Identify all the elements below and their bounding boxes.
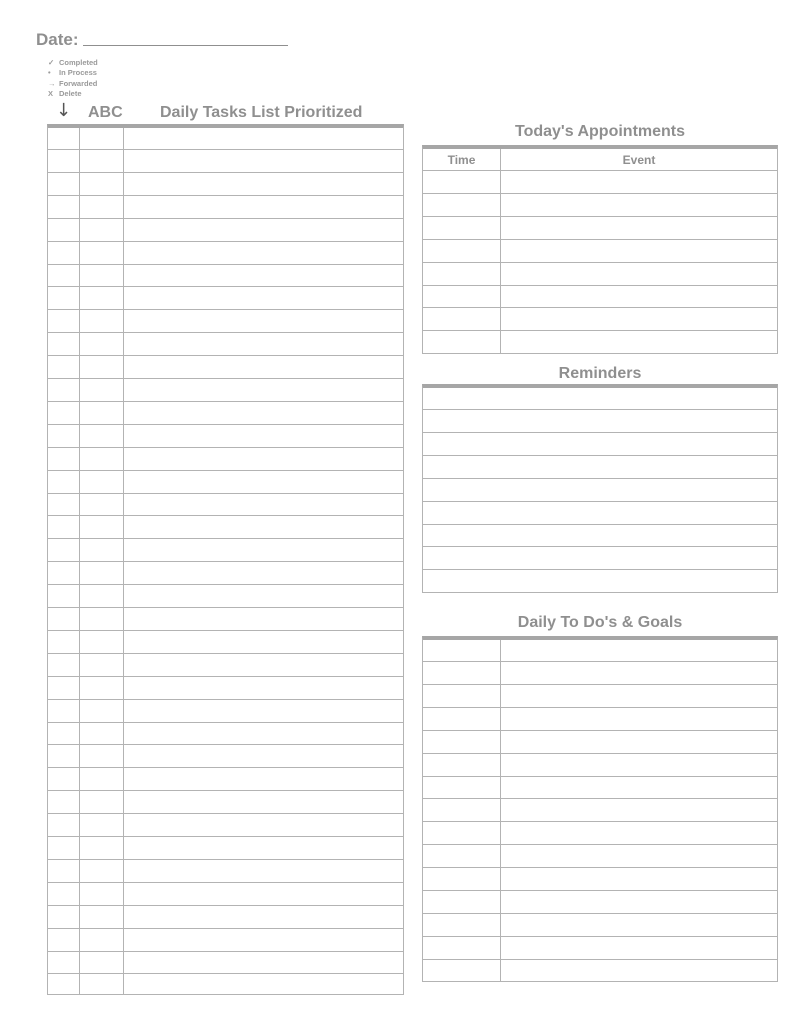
- task-row-line: [48, 195, 403, 196]
- legend-item: [48, 79, 98, 89]
- arrow-right-icon: →: [48, 78, 56, 88]
- task-row-line: [48, 470, 403, 471]
- time-header: Time: [447, 153, 476, 167]
- appointment-row-line: [423, 330, 777, 331]
- appointments-title: Today's Appointments: [514, 123, 686, 140]
- goal-row-line: [423, 936, 777, 937]
- appointment-row-line: [423, 216, 777, 217]
- goal-row-line: [423, 890, 777, 891]
- appointment-row-line: [423, 193, 777, 194]
- task-row-line: [48, 447, 403, 448]
- goal-row-line: [423, 913, 777, 914]
- appointments-col-divider: [500, 149, 501, 353]
- task-row-line: [48, 378, 403, 379]
- arrow-down-icon: ↓: [56, 100, 72, 121]
- reminder-row-line: [423, 455, 777, 456]
- task-row-line: [48, 905, 403, 906]
- goal-row-line: [423, 776, 777, 777]
- legend-label: Forwarded: [59, 78, 98, 88]
- task-row-line: [48, 401, 403, 402]
- goal-row-line: [423, 867, 777, 868]
- reminder-row-line: [423, 546, 777, 547]
- goal-row-line: [423, 661, 777, 662]
- status-legend: [48, 58, 98, 100]
- appointment-row-line: [423, 285, 777, 286]
- task-row-line: [48, 928, 403, 929]
- reminder-row-line: [423, 432, 777, 433]
- appointment-row-line: [423, 262, 777, 263]
- goals-title: Daily To Do's & Goals: [517, 614, 683, 631]
- event-header: Event: [622, 153, 656, 167]
- task-row-line: [48, 241, 403, 242]
- task-row-line: [48, 836, 403, 837]
- task-row-line: [48, 264, 403, 265]
- x-icon: X: [48, 89, 54, 99]
- legend-item: [48, 68, 98, 78]
- check-icon: ✓: [48, 58, 55, 67]
- task-row-line: [48, 744, 403, 745]
- goal-row-line: [423, 798, 777, 799]
- legend-label: In Process: [59, 68, 97, 78]
- legend-item: [48, 89, 98, 99]
- tasks-title: Daily Tasks List Prioritized: [160, 104, 363, 121]
- task-row-line: [48, 653, 403, 654]
- task-row-line: [48, 676, 403, 677]
- task-row-line: [48, 722, 403, 723]
- goals-col-divider: [500, 640, 501, 981]
- task-row-line: [48, 561, 403, 562]
- task-row-line: [48, 538, 403, 539]
- task-row-line: [48, 882, 403, 883]
- reminder-row-line: [423, 524, 777, 525]
- task-row-line: [48, 630, 403, 631]
- task-row-line: [48, 493, 403, 494]
- legend-label: Completed: [59, 58, 98, 67]
- goal-row-line: [423, 707, 777, 708]
- task-row-line: [48, 584, 403, 585]
- task-row-line: [48, 515, 403, 516]
- goal-row-line: [423, 844, 777, 845]
- tasks-table[interactable]: [47, 124, 404, 995]
- task-row-line: [48, 607, 403, 608]
- reminders-table[interactable]: [422, 384, 778, 593]
- task-row-line: [48, 218, 403, 219]
- goal-row-line: [423, 684, 777, 685]
- task-row-line: [48, 172, 403, 173]
- task-row-line: [48, 951, 403, 952]
- appointment-row-line: [423, 307, 777, 308]
- goal-row-line: [423, 959, 777, 960]
- reminder-row-line: [423, 501, 777, 502]
- task-row-line: [48, 767, 403, 768]
- task-row-line: [48, 332, 403, 333]
- bullet-icon: •: [48, 68, 51, 78]
- task-row-line: [48, 859, 403, 860]
- date-line[interactable]: [83, 45, 288, 46]
- task-row-line: [48, 309, 403, 310]
- reminder-row-line: [423, 409, 777, 410]
- task-row-line: [48, 149, 403, 150]
- abc-label: ABC: [88, 104, 123, 121]
- legend-label: Delete: [59, 89, 82, 99]
- reminders-title: Reminders: [558, 365, 642, 382]
- appointments-table[interactable]: [422, 145, 778, 354]
- legend-item: [48, 58, 98, 68]
- appointment-row-line: [423, 170, 777, 171]
- date-label: Date:: [36, 30, 79, 49]
- goals-table[interactable]: [422, 636, 778, 982]
- reminder-row-line: [423, 478, 777, 479]
- appointment-row-line: [423, 239, 777, 240]
- task-row-line: [48, 699, 403, 700]
- goal-row-line: [423, 753, 777, 754]
- reminder-row-line: [423, 569, 777, 570]
- task-row-line: [48, 813, 403, 814]
- goal-row-line: [423, 821, 777, 822]
- goal-row-line: [423, 730, 777, 731]
- task-row-line: [48, 355, 403, 356]
- task-row-line: [48, 424, 403, 425]
- task-row-line: [48, 790, 403, 791]
- task-row-line: [48, 973, 403, 974]
- task-row-line: [48, 286, 403, 287]
